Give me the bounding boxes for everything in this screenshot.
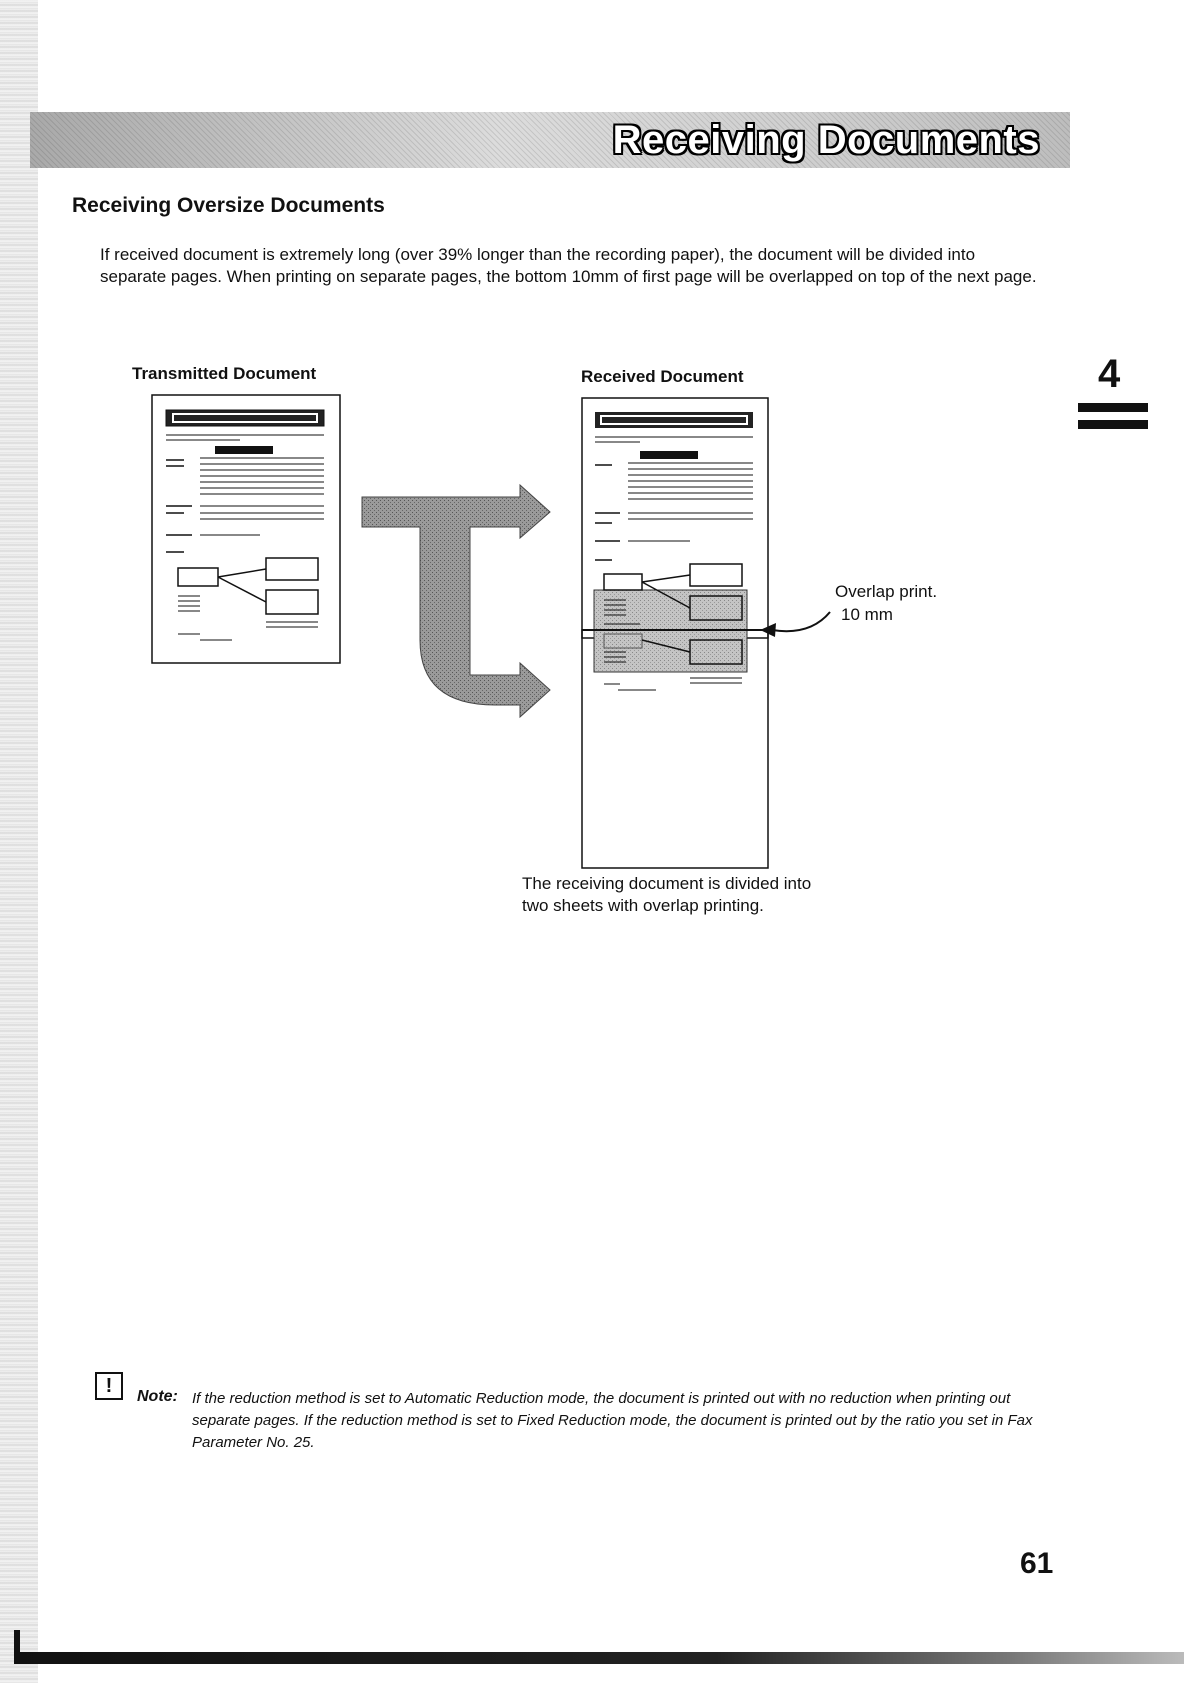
split-arrow [362,485,550,717]
note-label: Note: [137,1388,178,1405]
overlap-annotation [835,580,937,626]
diagram-caption: The receiving document is divided into two sheets with overlap printing. [522,874,812,915]
transmitted-document-sheet [152,395,340,663]
note-text: If the reduction method is set to Automatic Reduction mode, the document is printed out with no reduction when printing out separate pages. If the reduction method is set to Fixed Reduction mode, the document is printed out by the ratio you set in Fax Parameter No. 25. [192,1390,1033,1451]
chapter-tab-bar-2 [1078,420,1148,429]
page-title: Receiving Documents [612,118,1040,162]
note-icon: ! [95,1372,123,1400]
body-paragraph: If received document is extremely long (over 39% longer than the recording paper), the document will be divided into separate pages. When printing on separate pages, the bottom 10mm of first page will be overlapped on top of the next page. [100,245,1037,286]
overlap-pointer [760,612,830,637]
page-number: 61 [1020,1547,1054,1580]
section-heading: Receiving Oversize Documents [72,194,385,217]
page-footer-rule [14,1652,1184,1664]
chapter-tab-bar-1 [1078,403,1148,412]
transmitted-document-label: Transmitted Document [132,364,317,383]
overlap-annotation-line-1: Overlap print. [835,582,938,601]
overlap-annotation-line-2: 10 mm [841,605,893,624]
received-document-label: Received Document [581,367,744,386]
chapter-number: 4 [1098,352,1121,396]
